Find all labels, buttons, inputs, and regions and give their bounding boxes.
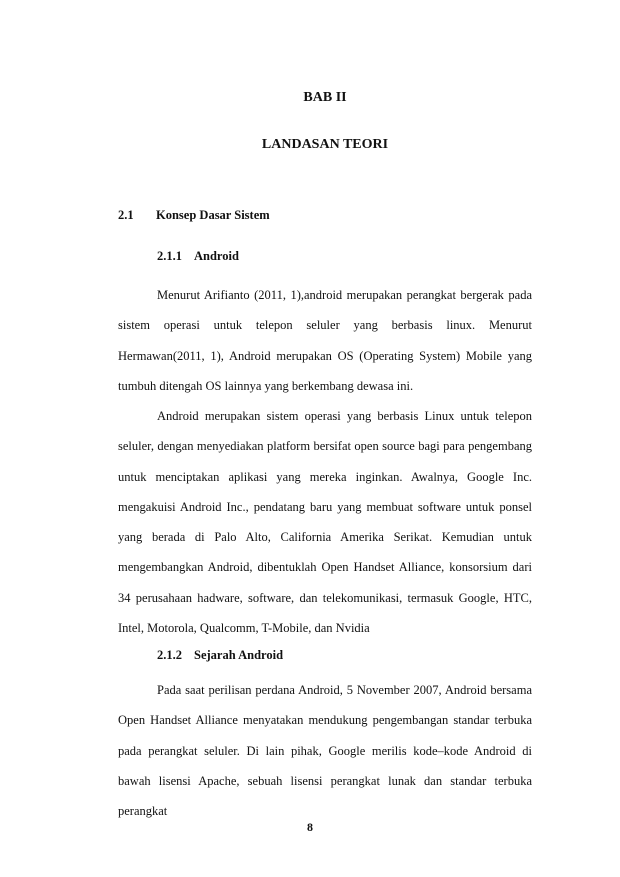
subsection-number: 2.1.1 [157, 249, 182, 263]
section-heading [118, 208, 270, 223]
section-number: 2.1 [118, 208, 134, 222]
paragraph-3: Pada saat perilisan perdana Android, 5 November 2007, Android bersama Open Handset Alliance menyatakan mendukung pengembangan standar terbuka pada perangkat seluler. Di lain pihak, Google merilis kode–kode Android di bawah lisensi Apache, sebuah lisensi perangkat lunak dan standar terbuka perangkat [118, 683, 532, 819]
section-title: Konsep Dasar Sistem [156, 208, 270, 222]
subsection-heading-android [157, 249, 239, 264]
subsection-title: Sejarah Android [194, 648, 284, 662]
paragraph-1: Menurut Arifianto (2011, 1),android merupakan perangkat bergerak pada sistem operasi untuk telepon seluler yang berbasis linux. Menurut Hermawan(2011, 1), Android merupakan OS (Operating System) Mobile yang tumbuh ditengah OS lainnya yang berkembang dewasa ini. [118, 288, 532, 393]
paragraph-2: Android merupakan sistem operasi yang berbasis Linux untuk telepon seluler, dengan menyediakan platform bersifat open source bagi para pengembang untuk menciptakan aplikasi yang mereka inginkan. Awalnya, Google Inc. mengakuisi Android Inc., pendatang baru yang membuat software untuk ponsel yang berada di Palo Alto, California Amerika Serikat. Kemudian untuk mengembangkan Android, dibentuklah Open Handset Alliance, konsorsium dari 34 perusahaan hadware, software, dan telekomunikasi, termasuk Google, HTC, Intel, Motorola, Qualcomm, T-Mobile, dan Nvidia [118, 409, 532, 636]
subsection-number: 2.1.2 [157, 648, 182, 662]
page-number: 8 [307, 820, 313, 834]
chapter-title: LANDASAN TEORI [261, 137, 389, 152]
subsection-title: Android [194, 249, 239, 263]
subsection-heading-history [157, 648, 283, 663]
chapter-label: BAB II [303, 90, 347, 105]
